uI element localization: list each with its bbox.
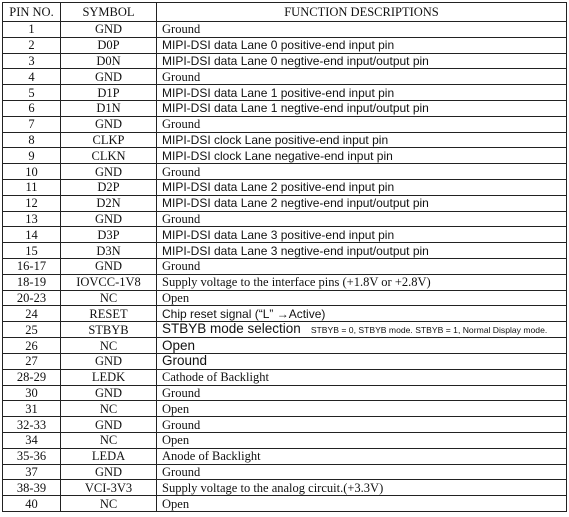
table-row [3,243,567,259]
symbol-cell: NC [61,432,157,448]
function-description-cell [157,353,567,369]
table-row [3,448,567,464]
table-row [3,480,567,496]
function-description-cell [157,258,567,274]
description-text: Open [162,433,190,448]
symbol-cell: RESET [61,306,157,322]
symbol-cell: GND [61,464,157,480]
description-text: Ground [162,69,201,84]
table-row [3,338,567,354]
description-text: MIPI-DSI data Lane 3 positive-end input pin [162,227,395,242]
table-row [3,432,567,448]
description-text: Cathode of Backlight [162,370,269,385]
symbol-cell: D0P [61,37,157,53]
pin-number-cell: 24 [3,306,61,322]
function-description-cell [157,432,567,448]
pin-number-cell: 20-23 [3,290,61,306]
pin-description-table [2,2,567,512]
table-row [3,116,567,132]
function-description-cell [157,116,567,132]
function-description-cell [157,306,567,322]
description-text: MIPI-DSI clock Lane positive-end input pin [162,132,389,147]
table-row [3,227,567,243]
symbol-cell: D1P [61,85,157,101]
function-description-cell [157,385,567,401]
symbol-cell: D3N [61,243,157,259]
table-row [3,164,567,180]
pin-number-cell: 12 [3,195,61,211]
function-description-cell [157,227,567,243]
function-description-cell [157,37,567,53]
pin-number-cell: 37 [3,464,61,480]
description-text: MIPI-DSI data Lane 2 negtive-end input/output pin [162,196,429,211]
function-description-cell [157,164,567,180]
symbol-cell: D2N [61,195,157,211]
table-row [3,22,567,38]
function-description-cell [157,22,567,38]
symbol-cell: GND [61,353,157,369]
description-text: Open [162,401,190,416]
function-description-cell [157,369,567,385]
symbol-cell: GND [61,69,157,85]
table-row [3,85,567,101]
header-symbol: SYMBOL [61,3,157,22]
symbol-cell: GND [61,385,157,401]
table-row [3,274,567,290]
description-text: Chip reset signal (“L” →Active) [162,306,326,321]
symbol-cell: D2P [61,179,157,195]
symbol-cell: CLKP [61,132,157,148]
symbol-cell: GND [61,116,157,132]
symbol-cell: GND [61,258,157,274]
symbol-cell: CLKN [61,148,157,164]
description-text: Open [162,337,196,353]
symbol-cell: GND [61,417,157,433]
pin-number-cell: 26 [3,338,61,354]
description-text: MIPI-DSI clock Lane negative-end input pin [162,148,393,163]
function-description-cell [157,448,567,464]
symbol-cell: STBYB [61,322,157,338]
function-description-cell [157,148,567,164]
function-description-cell [157,496,567,512]
symbol-cell: GND [61,22,157,38]
description-text: MIPI-DSI data Lane 2 positive-end input pin [162,180,395,195]
symbol-cell: IOVCC-1V8 [61,274,157,290]
pin-number-cell: 11 [3,179,61,195]
function-description-cell [157,211,567,227]
symbol-cell: D0N [61,53,157,69]
description-text: Ground [162,417,201,432]
function-description-cell [157,480,567,496]
description-text: Ground [162,117,201,132]
function-description-cell [157,401,567,417]
pin-number-cell: 15 [3,243,61,259]
description-text: MIPI-DSI data Lane 3 negtive-end input/output pin [162,243,429,258]
symbol-cell: NC [61,338,157,354]
symbol-cell: LEDA [61,448,157,464]
description-text: STBYB mode selection [162,321,301,337]
description-text: Supply voltage to the interface pins (+1.8V or +2.8V) [162,275,431,290]
symbol-cell: NC [61,290,157,306]
description-text: Ground [162,22,201,37]
function-description-cell [157,195,567,211]
description-text: Ground [162,164,201,179]
function-description-cell [157,53,567,69]
pin-number-cell: 38-39 [3,480,61,496]
pin-number-cell: 31 [3,401,61,417]
pin-number-cell: 35-36 [3,448,61,464]
pin-number-cell: 10 [3,164,61,180]
table-row [3,401,567,417]
symbol-cell: D1N [61,100,157,116]
description-text: MIPI-DSI data Lane 0 positive-end input pin [162,38,395,53]
pin-number-cell: 28-29 [3,369,61,385]
function-description-cell [157,464,567,480]
table-row [3,322,567,338]
header-function-descriptions: FUNCTION DESCRIPTIONS [157,3,567,22]
description-note: STBYB = 0, STBYB mode. STBYB = 1, Normal Display mode. [310,325,548,336]
pin-number-cell: 1 [3,22,61,38]
table-row [3,385,567,401]
function-description-cell [157,132,567,148]
table-row [3,417,567,433]
table-body [3,22,567,512]
function-description-cell [157,290,567,306]
description-text: Ground [162,353,208,369]
table-header-row [3,3,567,22]
symbol-cell: GND [61,211,157,227]
description-text: Ground [162,259,201,274]
function-description-cell [157,338,567,354]
table-row [3,37,567,53]
pin-number-cell: 25 [3,322,61,338]
symbol-cell: NC [61,401,157,417]
symbol-cell: LEDK [61,369,157,385]
function-description-cell [157,243,567,259]
table-row [3,306,567,322]
description-text: MIPI-DSI data Lane 1 negtive-end input/output pin [162,101,429,116]
function-description-cell [157,69,567,85]
table-row [3,69,567,85]
pin-number-cell: 9 [3,148,61,164]
symbol-cell: VCI-3V3 [61,480,157,496]
description-text: Open [162,496,190,511]
description-text: MIPI-DSI data Lane 0 negtive-end input/output pin [162,53,429,68]
description-text: Open [162,290,190,305]
table-row [3,100,567,116]
table-row [3,195,567,211]
description-text: Anode of Backlight [162,449,261,464]
header-pin-no: PIN NO. [3,3,61,22]
table-row [3,211,567,227]
table-row [3,53,567,69]
table-row [3,369,567,385]
symbol-cell: D3P [61,227,157,243]
function-description-cell [157,179,567,195]
symbol-cell: GND [61,164,157,180]
pin-number-cell: 5 [3,85,61,101]
table-row [3,290,567,306]
function-description-cell [157,322,567,338]
table-row [3,179,567,195]
pin-number-cell: 14 [3,227,61,243]
pin-number-cell: 18-19 [3,274,61,290]
description-text: MIPI-DSI data Lane 1 positive-end input pin [162,85,395,100]
description-text: Ground [162,211,201,226]
function-description-cell [157,100,567,116]
pin-number-cell: 16-17 [3,258,61,274]
description-text: Supply voltage to the analog circuit.(+3.3V) [162,480,384,495]
function-description-cell [157,85,567,101]
pin-number-cell: 7 [3,116,61,132]
function-description-cell [157,274,567,290]
table-row [3,496,567,512]
pin-number-cell: 13 [3,211,61,227]
pin-number-cell: 3 [3,53,61,69]
pin-number-cell: 6 [3,100,61,116]
pin-number-cell: 2 [3,37,61,53]
table-row [3,353,567,369]
table-row [3,258,567,274]
table-row [3,148,567,164]
description-text: Ground [162,385,201,400]
function-description-cell [157,417,567,433]
pin-number-cell: 30 [3,385,61,401]
pin-number-cell: 8 [3,132,61,148]
table-row [3,464,567,480]
symbol-cell: NC [61,496,157,512]
description-text: Ground [162,464,201,479]
pin-number-cell: 40 [3,496,61,512]
pin-number-cell: 27 [3,353,61,369]
pin-number-cell: 32-33 [3,417,61,433]
pin-number-cell: 34 [3,432,61,448]
table-row [3,132,567,148]
pin-number-cell: 4 [3,69,61,85]
